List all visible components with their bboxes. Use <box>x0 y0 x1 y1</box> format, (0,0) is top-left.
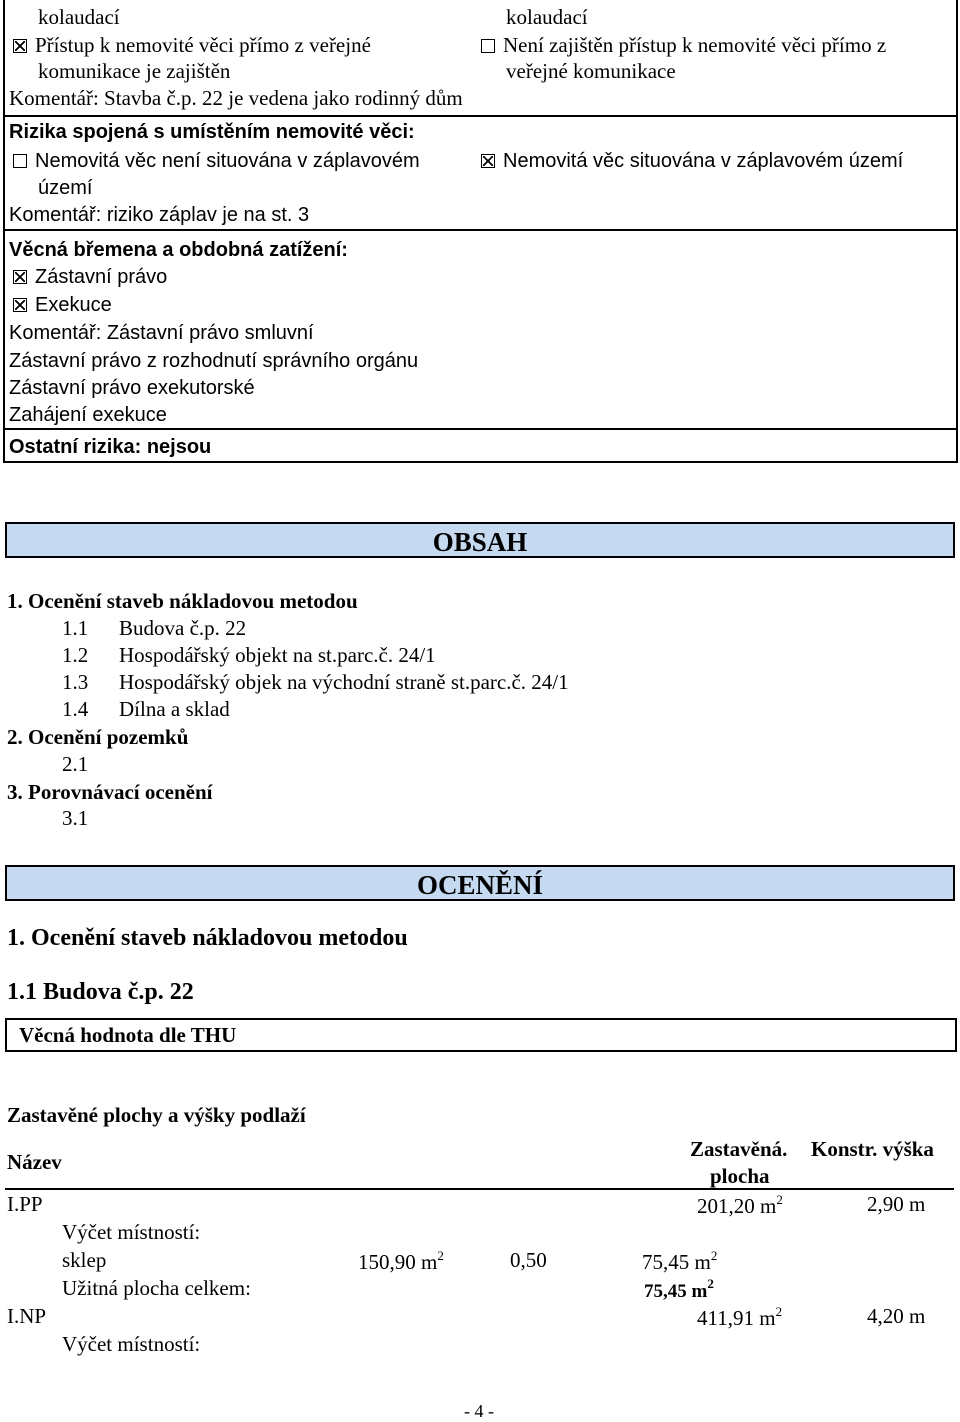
contents-item-num: 1.2 <box>62 643 89 667</box>
checkbox-checked-icon <box>13 270 27 284</box>
left-kolaudaci: kolaudací <box>38 5 120 29</box>
contents-item-label: Hospodářský objek na východní straně st.parc.č. 24/1 <box>119 670 569 694</box>
access-ok-label-cont: komunikace je zajištěn <box>38 59 231 83</box>
checkbox-checked-icon <box>13 39 27 53</box>
access-ok-label: Přístup k nemovité věci přímo z veřejné <box>35 33 371 57</box>
not-flood-label: Nemovitá věc není situována v záplavovém <box>35 150 420 172</box>
usable-value: 75,45 $m^2$ <box>644 1276 714 1302</box>
table-divider <box>3 115 958 117</box>
rooms-label: Výčet místností: <box>62 1332 201 1356</box>
contents-banner <box>5 522 955 558</box>
contents-section-3: 3. Porovnávací ocenění <box>7 780 213 804</box>
col-name-header: Název <box>7 1150 62 1174</box>
valuation-banner <box>5 865 955 901</box>
encumbrances-heading: Věcná břemena a obdobná zatížení: <box>9 239 348 261</box>
flood-option <box>481 150 903 173</box>
contents-item-label: Hospodářský objekt na st.parc.č. 24/1 <box>119 643 436 667</box>
page-number: - 4 - <box>464 1401 494 1421</box>
location-comment: Komentář: riziko záplav je na st. 3 <box>9 204 310 226</box>
col-area-header-cont: plocha <box>710 1164 770 1188</box>
thu-label: Věcná hodnota dle THU <box>19 1023 237 1047</box>
room-coefficient: 0,50 <box>510 1248 547 1272</box>
room-name: sklep <box>62 1248 107 1272</box>
encumbrance-item <box>13 266 167 289</box>
table-header-rule <box>5 1188 954 1190</box>
thu-box <box>5 1018 957 1052</box>
table-divider <box>3 428 958 430</box>
floor-name: I.NP <box>7 1304 47 1328</box>
table-divider <box>3 229 958 231</box>
not-flood-label-cont: území <box>38 177 93 199</box>
encumbrance-label: Exekuce <box>35 294 112 316</box>
encumbrance-comment-line: Zástavní právo z rozhodnutí správního orgánu <box>9 350 419 372</box>
contents-title: OBSAH <box>432 527 528 557</box>
contents-item-num: 1.1 <box>62 616 89 640</box>
access-no-label-cont: veřejné komunikace <box>506 59 676 83</box>
room-area: 150,90 $m^2$ <box>358 1248 444 1274</box>
valuation-section-heading: 1. Ocenění staveb nákladovou metodou <box>7 925 408 951</box>
contents-section-1: 1. Ocenění staveb nákladovou metodou <box>7 589 358 613</box>
not-flood-option <box>13 150 420 173</box>
contents-item-label: Budova č.p. 22 <box>119 616 247 640</box>
contents-item-num: 1.3 <box>62 670 89 694</box>
col-area-header: Zastavěná. <box>690 1137 788 1161</box>
checkbox-checked-icon <box>481 154 495 168</box>
floor-height: 2,90 m <box>867 1192 926 1216</box>
checkbox-unchecked-icon <box>481 39 495 53</box>
floor-name: I.PP <box>7 1192 43 1216</box>
contents-item-num: 2.1 <box>62 752 89 776</box>
rooms-label: Výčet místností: <box>62 1220 201 1244</box>
contents-section-2: 2. Ocenění pozemků <box>7 725 189 749</box>
encumbrance-comment-line: Zahájení exekuce <box>9 404 167 426</box>
encumbrance-comment-line: Komentář: Zástavní právo smluvní <box>9 322 314 344</box>
access-ok-option <box>13 33 371 58</box>
contents-item-label: Dílna a sklad <box>119 697 230 721</box>
room-result: 75,45 $m^2$ <box>642 1248 718 1274</box>
access-no-label: Není zajištěn přístup k nemovité věci přímo z <box>503 33 887 57</box>
encumbrance-label: Zástavní právo <box>35 266 168 288</box>
checkbox-unchecked-icon <box>13 154 27 168</box>
encumbrance-item <box>13 294 112 317</box>
contents-item-num: 3.1 <box>62 806 89 830</box>
contents-item-num: 1.4 <box>62 697 89 721</box>
access-no-option <box>481 33 886 58</box>
floor-height: 4,20 m <box>867 1304 926 1328</box>
table-bottom <box>3 461 958 463</box>
flood-label: Nemovitá věc situována v záplavovém území <box>503 150 904 172</box>
location-risks-heading: Rizika spojená s umístěním nemovité věci: <box>9 121 415 143</box>
floor-area: 201,20 $m^2$ <box>697 1192 783 1218</box>
usable-label: Užitná plocha celkem: <box>62 1276 251 1300</box>
valuation-title: OCENĚNÍ <box>416 870 544 900</box>
other-risks: Ostatní rizika: nejsou <box>9 436 212 458</box>
access-comment: Komentář: Stavba č.p. 22 je vedena jako rodinný dům <box>9 86 463 110</box>
right-kolaudaci: kolaudací <box>506 5 588 29</box>
checkbox-checked-icon <box>13 298 27 312</box>
col-height-header: Konstr. výška <box>811 1137 934 1161</box>
floor-area: 411,91 $m^2$ <box>697 1304 783 1330</box>
floors-heading: Zastavěné plochy a výšky podlaží <box>7 1103 306 1127</box>
encumbrance-comment-line: Zástavní právo exekutorské <box>9 377 255 399</box>
valuation-subsection-heading: 1.1 Budova č.p. 22 <box>7 979 194 1005</box>
